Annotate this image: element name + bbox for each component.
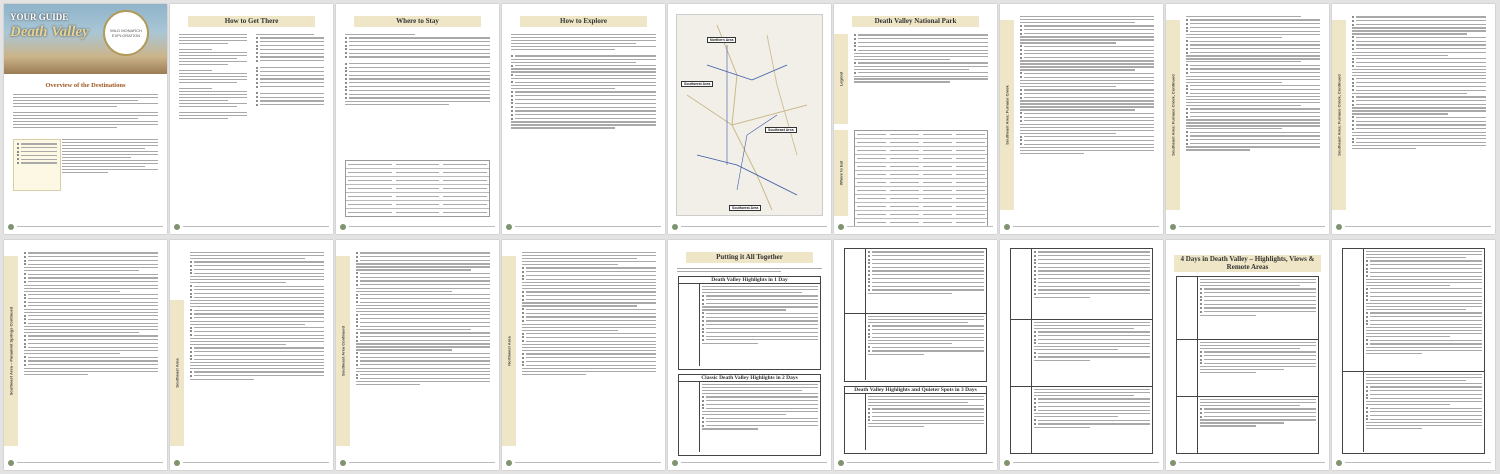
page-itinerary-3-days-continued[interactable] [1000, 240, 1163, 470]
page-footer [1004, 223, 1159, 230]
page-footer [672, 459, 827, 466]
page-footer [1336, 459, 1491, 466]
page-heading: Putting it All Together [686, 252, 813, 263]
page-southeast-area-continued[interactable] [336, 240, 499, 470]
body-text [13, 94, 158, 130]
page-footer [838, 459, 993, 466]
page-footer [838, 223, 993, 230]
page-where-to-stay[interactable] [336, 4, 499, 234]
page-footer [1170, 223, 1325, 230]
page-furnace-creek-continued-2[interactable] [1332, 4, 1495, 234]
page-footer [174, 459, 329, 466]
body-text-right [256, 34, 324, 108]
side-label: Southeast Area Continued [336, 256, 350, 446]
itinerary-title: Classic Death Valley Highlights in 2 Days [701, 375, 798, 381]
itinerary-2-days-continued [844, 248, 987, 382]
page-footer [8, 223, 163, 230]
sidebar-inset [13, 139, 61, 191]
side-label: Northwest Area [502, 256, 516, 446]
page-footer [174, 223, 329, 230]
itinerary-4-days-continued [1342, 248, 1485, 454]
body-text [522, 252, 656, 377]
body-text [1020, 16, 1154, 156]
page-footer [1336, 223, 1491, 230]
cover-title-line1: YOUR GUIDE [10, 12, 69, 22]
body-text [1186, 16, 1320, 152]
page-itinerary-3-days[interactable] [834, 240, 997, 470]
side-label: Southeast Area – Panamint Springs Continued [4, 256, 18, 446]
itinerary-3-days-continued [1010, 248, 1153, 454]
page-how-to-explore[interactable] [502, 4, 665, 234]
side-label: Southeast Area: Furnace Creek, Continued [1332, 20, 1346, 210]
body-text [854, 34, 988, 84]
itinerary-3-days [844, 386, 987, 454]
cover-title-line2: Death Valley [10, 24, 89, 40]
page-footer [340, 223, 495, 230]
page-itinerary-4-days-continued[interactable] [1332, 240, 1495, 470]
page-southeast-area[interactable] [170, 240, 333, 470]
park-map[interactable] [676, 14, 823, 216]
map-roads [677, 15, 822, 215]
body-text [345, 34, 490, 107]
map-label: Southwest Area [729, 205, 761, 211]
body-text [511, 34, 656, 130]
page-footer [672, 223, 827, 230]
page-heading: How to Explore [520, 16, 647, 27]
side-label: Southeast Area [170, 300, 184, 446]
page-footer [340, 459, 495, 466]
page-heading: 4 Days in Death Valley – Highlights, Views & Remote Areas [1174, 255, 1321, 272]
lodging-table [345, 160, 490, 217]
body-text [1352, 16, 1486, 151]
map-label: Southeast Area [765, 127, 797, 133]
page-heading: Overview of the Destinations [45, 82, 126, 89]
map-label: Northern Area [707, 37, 736, 43]
page-death-valley-national-park[interactable] [834, 4, 997, 234]
page-footer [506, 459, 661, 466]
itinerary-title: Death Valley Highlights in 1 Day [711, 277, 788, 283]
side-label: Southeast Area: Furnace Creek, Continued [1166, 20, 1180, 210]
itinerary-1-day [678, 276, 821, 370]
page-how-to-get-there[interactable] [170, 4, 333, 234]
side-label: Where to Eat [834, 130, 848, 216]
page-footer [506, 223, 661, 230]
map-label: Southwest Area [681, 81, 713, 87]
body-text [24, 252, 158, 377]
page-northwest-area[interactable] [502, 240, 665, 470]
itinerary-4-days [1176, 276, 1319, 454]
page-footer [1170, 459, 1325, 466]
page-footer [8, 459, 163, 466]
page-heading: How to Get There [188, 16, 315, 27]
side-label: Southeast Area: Furnace Creek [1000, 20, 1014, 210]
body-text [356, 252, 490, 387]
body-text [62, 139, 158, 175]
side-label: Legend [834, 34, 848, 124]
page-furnace-creek[interactable] [1000, 4, 1163, 234]
body-text [190, 252, 324, 382]
itinerary-2-days [678, 374, 821, 456]
page-cover[interactable] [4, 4, 167, 234]
page-panamint-springs[interactable] [4, 240, 167, 470]
page-heading: Death Valley National Park [852, 16, 979, 27]
page-itinerary-4-days[interactable] [1166, 240, 1329, 470]
page-park-map[interactable] [668, 4, 831, 234]
body-text [677, 268, 822, 274]
page-heading: Where to Stay [354, 16, 481, 27]
brand-logo: WILD MONARCH EXPLORATION [103, 10, 149, 56]
body-text-left [179, 34, 247, 121]
eat-table [854, 130, 988, 227]
page-putting-it-all-together[interactable] [668, 240, 831, 470]
page-footer [1004, 459, 1159, 466]
itinerary-title: Death Valley Highlights and Quieter Spots in 3 Days [854, 387, 977, 393]
page-furnace-creek-continued[interactable] [1166, 4, 1329, 234]
